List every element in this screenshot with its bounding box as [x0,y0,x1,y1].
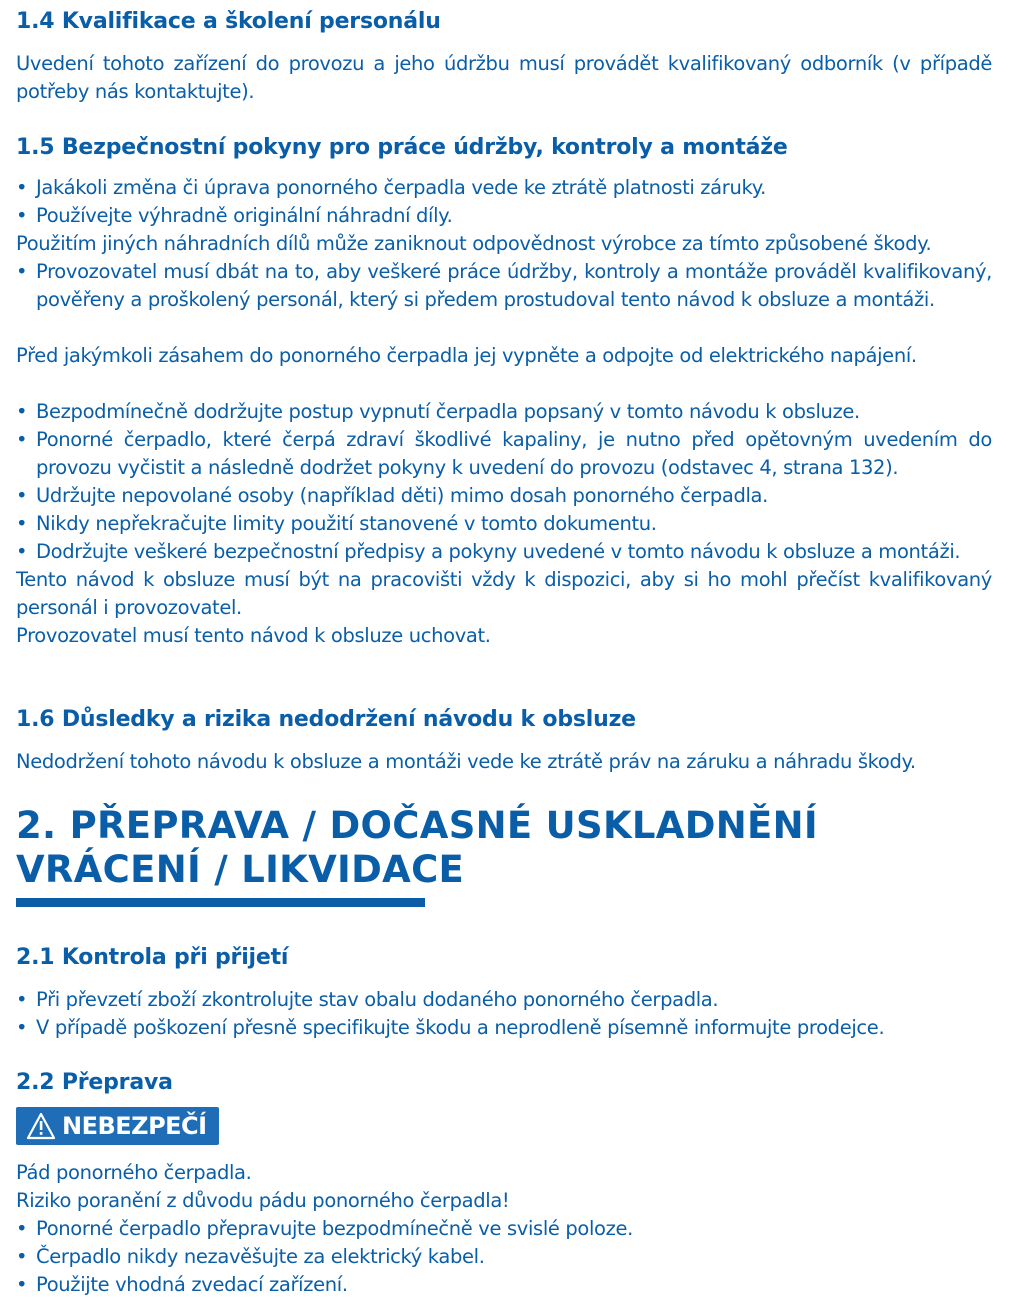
list-item: • Udržujte nepovolané osoby (například děti) mimo dosah ponorného čerpadla. [16,484,769,507]
chapter-underline [16,898,425,907]
section-1-4 [16,8,992,106]
chapter-2-heading [16,804,992,907]
list-item: • Čerpadlo nikdy nezavěšujte za elektrický kabel. [16,1245,485,1268]
list-item: • Ponorné čerpadlo, které čerpá zdraví škodlivé kapaliny, je nutno před opětovným uvedením do provozu vyčistit a následně dodržet pokyny k uvedení do provozu (odstavec 4, strana 132). [16,428,992,479]
section-2-1 [16,944,992,1042]
list-item: • Provozovatel musí dbát na to, aby veškeré práce údržby, kontroly a montáže prováděl kvalifikovaný, pověřeny a proškolený personál, který si předem prostudoval tento návod k obsluze a montáži. [16,260,992,311]
paragraph: Tento návod k obsluze musí být na pracovišti vždy k dispozici, aby si ho mohl přečíst kvalifikovaný personál i provozovatel. [16,568,992,619]
paragraph: Uvedení tohoto zařízení do provozu a jeho údržbu musí provádět kvalifikovaný odborník (v případě potřeby nás kontaktujte). [16,52,992,103]
section-heading: 1.6 Důsledky a rizika nedodržení návodu k obsluze [16,707,636,732]
paragraph: Provozovatel musí tento návod k obsluze uchovat. [16,624,491,647]
paragraph: Riziko poranění z důvodu pádu ponorného čerpadla! [16,1189,510,1212]
paragraph: Před jakýmkoli zásahem do ponorného čerpadla jej vypněte a odpojte od elektrického napájení. [16,344,917,367]
list-item: • Při převzetí zboží zkontrolujte stav obalu dodaného ponorného čerpadla. [16,988,719,1011]
list-item: • Používejte výhradně originální náhradní díly. [16,204,453,227]
section-heading: 2.2 Přeprava [16,1070,173,1095]
warning-triangle-icon [26,1112,56,1140]
chapter-title-line-1: 2. PŘEPRAVA / DOČASNÉ USKLADNĚNÍ [16,804,818,847]
section-2-2 [16,1069,992,1299]
paragraph: Použitím jiných náhradních dílů může zaniknout odpovědnost výrobce za tímto způsobené škody. [16,232,932,255]
section-heading: 2.1 Kontrola při přijetí [16,945,289,970]
list-item: • Bezpodmínečně dodržujte postup vypnutí čerpadla popsaný v tomto návodu k obsluze. [16,400,860,423]
list-item: • Nikdy nepřekračujte limity použití stanovené v tomto dokumentu. [16,512,657,535]
paragraph: Nedodržení tohoto návodu k obsluze a montáži vede ke ztrátě práv na záruku a náhradu škody. [16,750,916,773]
list-item: • V případě poškození přesně specifikujte škodu a neprodleně písemně informujte prodejce. [16,1016,885,1039]
section-heading: 1.4 Kvalifikace a školení personálu [16,9,441,34]
section-1-5 [16,134,992,650]
chapter-title-line-2: VRÁCENÍ / LIKVIDACE [16,848,465,891]
danger-label: NEBEZPEČÍ [62,1112,207,1140]
section-1-6 [16,706,992,776]
list-item: • Ponorné čerpadlo přepravujte bezpodmínečně ve svislé poloze. [16,1217,634,1240]
danger-badge [16,1107,219,1145]
list-item: • Použijte vhodná zvedací zařízení. [16,1273,348,1296]
section-heading: 1.5 Bezpečnostní pokyny pro práce údržby, kontroly a montáže [16,135,788,160]
paragraph: Pád ponorného čerpadla. [16,1161,252,1184]
list-item: • Jakákoli změna či úprava ponorného čerpadla vede ke ztrátě platnosti záruky. [16,176,766,199]
list-item: • Dodržujte veškeré bezpečnostní předpisy a pokyny uvedené v tomto návodu k obsluze a montáži. [16,540,961,563]
